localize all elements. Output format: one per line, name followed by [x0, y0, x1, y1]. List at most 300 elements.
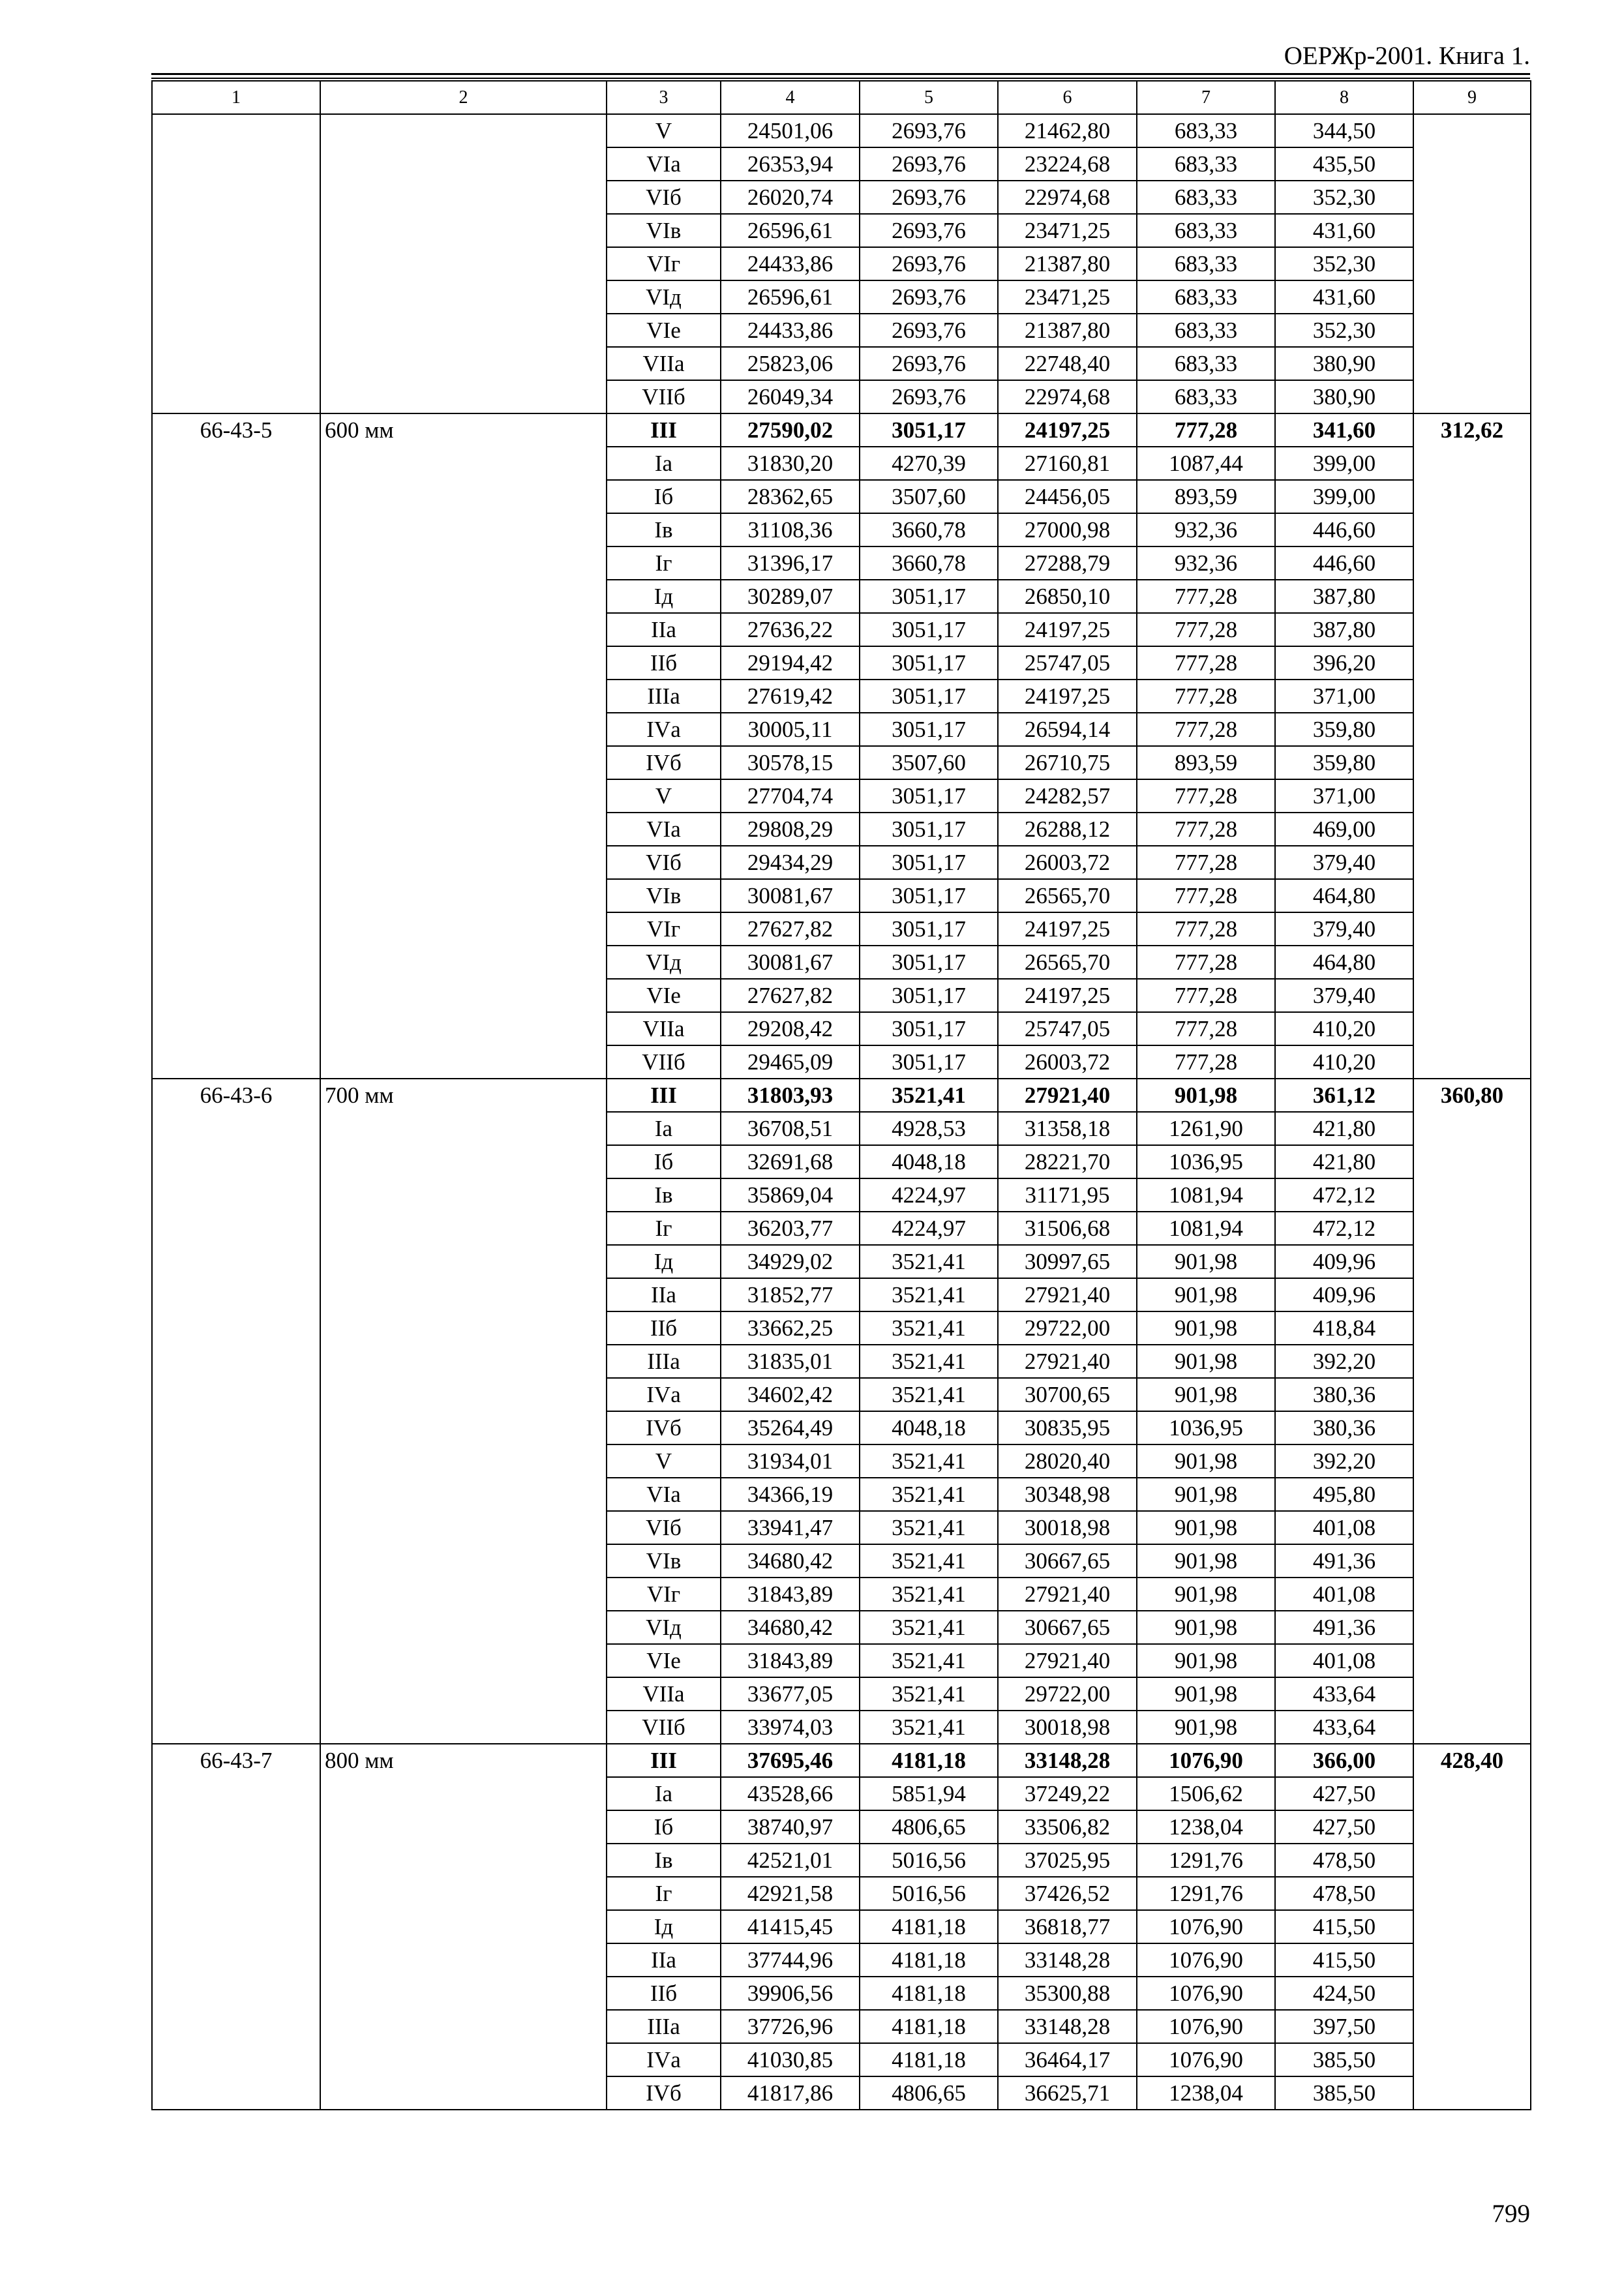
value-cell: 30348,98: [998, 1478, 1137, 1511]
value-cell: 30289,07: [721, 580, 860, 613]
value-cell: 3051,17: [860, 779, 998, 813]
value-cell: 42521,01: [721, 1844, 860, 1877]
zone-cell: III: [607, 1744, 721, 1777]
value-cell: 431,60: [1275, 280, 1413, 314]
value-cell: 901,98: [1137, 1544, 1275, 1578]
value-cell: 410,20: [1275, 1045, 1413, 1079]
value-cell: 5016,56: [860, 1844, 998, 1877]
value-cell: 1076,90: [1137, 1910, 1275, 1943]
value-cell: 3051,17: [860, 912, 998, 946]
value-cell: 33148,28: [998, 1943, 1137, 1977]
value-cell: 433,64: [1275, 1677, 1413, 1711]
value-cell: 1081,94: [1137, 1212, 1275, 1245]
value-cell: 27636,22: [721, 613, 860, 646]
value-cell: 35300,88: [998, 1977, 1137, 2010]
value-cell: 30005,11: [721, 713, 860, 746]
value-cell: 4181,18: [860, 2043, 998, 2076]
value-cell: 777,28: [1137, 680, 1275, 713]
value-cell: 401,08: [1275, 1644, 1413, 1677]
value-cell: 27921,40: [998, 1345, 1137, 1378]
table-row: [152, 413, 1531, 447]
value-cell: 396,20: [1275, 646, 1413, 680]
value-cell: 901,98: [1137, 1345, 1275, 1378]
value-cell: 3051,17: [860, 979, 998, 1012]
value-cell: 399,00: [1275, 480, 1413, 513]
value-cell: 25747,05: [998, 1012, 1137, 1045]
value-cell: 26565,70: [998, 946, 1137, 979]
value-cell: 1036,95: [1137, 1145, 1275, 1178]
value-cell: 26596,61: [721, 214, 860, 247]
value-cell: 25747,05: [998, 646, 1137, 680]
zone-cell: Iг: [607, 546, 721, 580]
zone-cell: Iб: [607, 1810, 721, 1844]
value-cell: 3521,41: [860, 1444, 998, 1478]
value-cell: 3521,41: [860, 1578, 998, 1611]
value-cell: 3521,41: [860, 1511, 998, 1544]
value-cell: 3521,41: [860, 1311, 998, 1345]
value-cell: 427,50: [1275, 1810, 1413, 1844]
value-cell: 2693,76: [860, 380, 998, 413]
value-cell: 3521,41: [860, 1711, 998, 1744]
value-cell: 29722,00: [998, 1311, 1137, 1345]
value-cell: 33662,25: [721, 1311, 860, 1345]
header-rule-top: [151, 73, 1530, 75]
value-cell: 25823,06: [721, 347, 860, 380]
value-cell: 27921,40: [998, 1578, 1137, 1611]
value-cell: 435,50: [1275, 147, 1413, 181]
value-cell: 359,80: [1275, 746, 1413, 779]
zone-cell: III: [607, 1079, 721, 1112]
size-cell: 800 мм: [320, 1744, 607, 2110]
value-cell: 344,50: [1275, 114, 1413, 147]
value-cell: 28221,70: [998, 1145, 1137, 1178]
zone-cell: Iд: [607, 580, 721, 613]
value-cell: 478,50: [1275, 1877, 1413, 1910]
column-number-cell: 1: [152, 81, 320, 114]
value-cell: 1506,62: [1137, 1777, 1275, 1810]
value-cell: 3521,41: [860, 1079, 998, 1112]
value-cell: 352,30: [1275, 181, 1413, 214]
value-cell: 26850,10: [998, 580, 1137, 613]
zone-cell: VIг: [607, 912, 721, 946]
value-cell: 26565,70: [998, 879, 1137, 912]
value-cell: 30578,15: [721, 746, 860, 779]
value-cell: 932,36: [1137, 546, 1275, 580]
zone-cell: Iд: [607, 1910, 721, 1943]
value-cell: 24197,25: [998, 979, 1137, 1012]
size-cell: 700 мм: [320, 1079, 607, 1744]
value-cell: 777,28: [1137, 779, 1275, 813]
value-cell: 409,96: [1275, 1278, 1413, 1311]
value-cell: 31852,77: [721, 1278, 860, 1311]
value-cell: 36818,77: [998, 1910, 1137, 1943]
value-cell: 385,50: [1275, 2043, 1413, 2076]
value-cell: 26353,94: [721, 147, 860, 181]
zone-cell: VIб: [607, 181, 721, 214]
value-cell: 3507,60: [860, 746, 998, 779]
value-cell: 23224,68: [998, 147, 1137, 181]
value-cell: 27921,40: [998, 1644, 1137, 1677]
value-cell: 4048,18: [860, 1411, 998, 1444]
value-cell: 31171,95: [998, 1178, 1137, 1212]
total-cell: 360,80: [1413, 1079, 1531, 1744]
value-cell: 495,80: [1275, 1478, 1413, 1511]
value-cell: 901,98: [1137, 1378, 1275, 1411]
zone-cell: VIг: [607, 1578, 721, 1611]
value-cell: 26020,74: [721, 181, 860, 214]
value-cell: 21387,80: [998, 247, 1137, 280]
value-cell: 777,28: [1137, 979, 1275, 1012]
zone-cell: Iа: [607, 1777, 721, 1810]
zone-cell: IIб: [607, 646, 721, 680]
value-cell: 35869,04: [721, 1178, 860, 1212]
value-cell: 1291,76: [1137, 1877, 1275, 1910]
value-cell: 5016,56: [860, 1877, 998, 1910]
value-cell: 41817,86: [721, 2076, 860, 2110]
value-cell: 3051,17: [860, 646, 998, 680]
value-cell: 901,98: [1137, 1711, 1275, 1744]
value-cell: 5851,94: [860, 1777, 998, 1810]
value-cell: 683,33: [1137, 247, 1275, 280]
value-cell: 35264,49: [721, 1411, 860, 1444]
value-cell: 3051,17: [860, 413, 998, 447]
value-cell: 27704,74: [721, 779, 860, 813]
zone-cell: Iа: [607, 1112, 721, 1145]
value-cell: 380,90: [1275, 380, 1413, 413]
zone-cell: VIе: [607, 1644, 721, 1677]
value-cell: 27590,02: [721, 413, 860, 447]
zone-cell: VIIа: [607, 1677, 721, 1711]
zone-cell: VIд: [607, 946, 721, 979]
value-cell: 30700,65: [998, 1378, 1137, 1411]
value-cell: 36708,51: [721, 1112, 860, 1145]
value-cell: 30081,67: [721, 879, 860, 912]
value-cell: 777,28: [1137, 1045, 1275, 1079]
value-cell: 26003,72: [998, 1045, 1137, 1079]
value-cell: 24197,25: [998, 680, 1137, 713]
zone-cell: VIIб: [607, 380, 721, 413]
zone-cell: VIIа: [607, 1012, 721, 1045]
value-cell: 28362,65: [721, 480, 860, 513]
table-row: [152, 1744, 1531, 1777]
value-cell: 683,33: [1137, 181, 1275, 214]
value-cell: 30018,98: [998, 1711, 1137, 1744]
zone-cell: IIа: [607, 1278, 721, 1311]
column-number-cell: 6: [998, 81, 1137, 114]
value-cell: 1291,76: [1137, 1844, 1275, 1877]
value-cell: 37025,95: [998, 1844, 1137, 1877]
value-cell: 901,98: [1137, 1644, 1275, 1677]
zone-cell: Iг: [607, 1877, 721, 1910]
value-cell: 683,33: [1137, 147, 1275, 181]
zone-cell: VIе: [607, 979, 721, 1012]
value-cell: 431,60: [1275, 214, 1413, 247]
value-cell: 901,98: [1137, 1478, 1275, 1511]
value-cell: 2693,76: [860, 214, 998, 247]
value-cell: 1261,90: [1137, 1112, 1275, 1145]
value-cell: 34366,19: [721, 1478, 860, 1511]
value-cell: 29194,42: [721, 646, 860, 680]
zone-cell: IIб: [607, 1977, 721, 2010]
column-number-cell: 3: [607, 81, 721, 114]
value-cell: 37744,96: [721, 1943, 860, 1977]
zone-cell: Iд: [607, 1245, 721, 1278]
value-cell: 359,80: [1275, 713, 1413, 746]
zone-cell: Iв: [607, 1844, 721, 1877]
zone-cell: IVа: [607, 2043, 721, 2076]
value-cell: 901,98: [1137, 1677, 1275, 1711]
column-number-row: [152, 81, 1531, 114]
value-cell: 683,33: [1137, 347, 1275, 380]
zone-cell: IIIа: [607, 680, 721, 713]
value-cell: 901,98: [1137, 1311, 1275, 1345]
value-cell: 392,20: [1275, 1444, 1413, 1478]
value-cell: 1238,04: [1137, 2076, 1275, 2110]
value-cell: 33148,28: [998, 1744, 1137, 1777]
value-cell: 41415,45: [721, 1910, 860, 1943]
value-cell: 401,08: [1275, 1511, 1413, 1544]
value-cell: 491,36: [1275, 1544, 1413, 1578]
value-cell: 24433,86: [721, 247, 860, 280]
value-cell: 472,12: [1275, 1212, 1413, 1245]
value-cell: 3521,41: [860, 1677, 998, 1711]
zone-cell: IVб: [607, 1411, 721, 1444]
value-cell: 29722,00: [998, 1677, 1137, 1711]
value-cell: 37249,22: [998, 1777, 1137, 1810]
value-cell: 41030,85: [721, 2043, 860, 2076]
value-cell: 683,33: [1137, 280, 1275, 314]
value-cell: 3660,78: [860, 513, 998, 546]
value-cell: 26003,72: [998, 846, 1137, 879]
value-cell: 37426,52: [998, 1877, 1137, 1910]
size-cell: 600 мм: [320, 413, 607, 1079]
value-cell: 777,28: [1137, 912, 1275, 946]
value-cell: 3521,41: [860, 1644, 998, 1677]
value-cell: 38740,97: [721, 1810, 860, 1844]
column-number-cell: 8: [1275, 81, 1413, 114]
value-cell: 893,59: [1137, 746, 1275, 779]
value-cell: 3521,41: [860, 1345, 998, 1378]
value-cell: 1076,90: [1137, 1744, 1275, 1777]
value-cell: 352,30: [1275, 314, 1413, 347]
value-cell: 31843,89: [721, 1644, 860, 1677]
value-cell: 777,28: [1137, 646, 1275, 680]
value-cell: 36625,71: [998, 2076, 1137, 2110]
value-cell: 22974,68: [998, 181, 1137, 214]
page-number: 799: [1492, 2200, 1530, 2228]
value-cell: 34680,42: [721, 1544, 860, 1578]
value-cell: 3521,41: [860, 1378, 998, 1411]
value-cell: 2693,76: [860, 347, 998, 380]
value-cell: 24197,25: [998, 613, 1137, 646]
value-cell: 27627,82: [721, 979, 860, 1012]
value-cell: 4224,97: [860, 1212, 998, 1245]
zone-cell: IVа: [607, 1378, 721, 1411]
zone-cell: VIв: [607, 879, 721, 912]
value-cell: 36203,77: [721, 1212, 860, 1245]
value-cell: 24197,25: [998, 413, 1137, 447]
zone-cell: VIа: [607, 813, 721, 846]
value-cell: 421,80: [1275, 1112, 1413, 1145]
value-cell: 24197,25: [998, 912, 1137, 946]
zone-cell: IIIа: [607, 2010, 721, 2043]
value-cell: 901,98: [1137, 1444, 1275, 1478]
value-cell: 3051,17: [860, 846, 998, 879]
zone-cell: Iг: [607, 1212, 721, 1245]
value-cell: 31830,20: [721, 447, 860, 480]
value-cell: 31108,36: [721, 513, 860, 546]
value-cell: 21462,80: [998, 114, 1137, 147]
value-cell: 24501,06: [721, 114, 860, 147]
value-cell: 4224,97: [860, 1178, 998, 1212]
value-cell: 777,28: [1137, 946, 1275, 979]
total-cell: 428,40: [1413, 1744, 1531, 2110]
value-cell: 30018,98: [998, 1511, 1137, 1544]
value-cell: 26710,75: [998, 746, 1137, 779]
value-cell: 3051,17: [860, 946, 998, 979]
value-cell: 4181,18: [860, 2010, 998, 2043]
column-number-cell: 5: [860, 81, 998, 114]
value-cell: 446,60: [1275, 513, 1413, 546]
value-cell: 4270,39: [860, 447, 998, 480]
column-number-cell: 7: [1137, 81, 1275, 114]
value-cell: 3051,17: [860, 813, 998, 846]
value-cell: 32691,68: [721, 1145, 860, 1178]
value-cell: 472,12: [1275, 1178, 1413, 1212]
value-cell: 2693,76: [860, 114, 998, 147]
value-cell: 379,40: [1275, 912, 1413, 946]
column-number-cell: 2: [320, 81, 607, 114]
value-cell: 34680,42: [721, 1611, 860, 1644]
value-cell: 433,64: [1275, 1711, 1413, 1744]
value-cell: 446,60: [1275, 546, 1413, 580]
value-cell: 3051,17: [860, 713, 998, 746]
value-cell: 3051,17: [860, 580, 998, 613]
value-cell: 901,98: [1137, 1578, 1275, 1611]
value-cell: 4181,18: [860, 1943, 998, 1977]
column-number-cell: 4: [721, 81, 860, 114]
value-cell: 410,20: [1275, 1012, 1413, 1045]
value-cell: 31358,18: [998, 1112, 1137, 1145]
value-cell: 4181,18: [860, 1977, 998, 2010]
zone-cell: Iв: [607, 1178, 721, 1212]
value-cell: 30667,65: [998, 1611, 1137, 1644]
value-cell: 33941,47: [721, 1511, 860, 1544]
value-cell: 683,33: [1137, 214, 1275, 247]
value-cell: 3521,41: [860, 1611, 998, 1644]
value-cell: 31803,93: [721, 1079, 860, 1112]
value-cell: 491,36: [1275, 1611, 1413, 1644]
code-cell: 66-43-5: [152, 413, 320, 1079]
zone-cell: IIIа: [607, 1345, 721, 1378]
value-cell: 371,00: [1275, 779, 1413, 813]
value-cell: 28020,40: [998, 1444, 1137, 1478]
value-cell: 2693,76: [860, 314, 998, 347]
value-cell: 3051,17: [860, 879, 998, 912]
value-cell: 683,33: [1137, 114, 1275, 147]
zone-cell: VIг: [607, 247, 721, 280]
table-row: [152, 1079, 1531, 1112]
value-cell: 24456,05: [998, 480, 1137, 513]
value-cell: 29434,29: [721, 846, 860, 879]
zone-cell: III: [607, 413, 721, 447]
value-cell: 379,40: [1275, 846, 1413, 879]
value-cell: 2693,76: [860, 181, 998, 214]
value-cell: 23471,25: [998, 280, 1137, 314]
value-cell: 4181,18: [860, 1744, 998, 1777]
zone-cell: IIа: [607, 1943, 721, 1977]
value-cell: 26594,14: [998, 713, 1137, 746]
value-cell: 30081,67: [721, 946, 860, 979]
value-cell: 2693,76: [860, 280, 998, 314]
value-cell: 777,28: [1137, 713, 1275, 746]
value-cell: 1076,90: [1137, 1977, 1275, 2010]
value-cell: 1036,95: [1137, 1411, 1275, 1444]
value-cell: 387,80: [1275, 613, 1413, 646]
page-header-title: ОЕРЖр-2001. Книга 1.: [1284, 42, 1530, 70]
header-rule-bottom: [151, 78, 1530, 79]
value-cell: 26288,12: [998, 813, 1137, 846]
value-cell: 397,50: [1275, 2010, 1413, 2043]
value-cell: 424,50: [1275, 1977, 1413, 2010]
value-cell: 1081,94: [1137, 1178, 1275, 1212]
zone-cell: IVа: [607, 713, 721, 746]
value-cell: 27000,98: [998, 513, 1137, 546]
zone-cell: Iа: [607, 447, 721, 480]
value-cell: 380,90: [1275, 347, 1413, 380]
zone-cell: Iб: [607, 1145, 721, 1178]
value-cell: 24282,57: [998, 779, 1137, 813]
value-cell: 901,98: [1137, 1079, 1275, 1112]
value-cell: 33974,03: [721, 1711, 860, 1744]
value-cell: 3051,17: [860, 680, 998, 713]
value-cell: 371,00: [1275, 680, 1413, 713]
zone-cell: VIд: [607, 1611, 721, 1644]
zone-cell: IIб: [607, 1311, 721, 1345]
zone-cell: VIд: [607, 280, 721, 314]
zone-cell: V: [607, 779, 721, 813]
zone-cell: V: [607, 1444, 721, 1478]
value-cell: 341,60: [1275, 413, 1413, 447]
value-cell: 893,59: [1137, 480, 1275, 513]
value-cell: 1076,90: [1137, 1943, 1275, 1977]
value-cell: 30997,65: [998, 1245, 1137, 1278]
value-cell: 26596,61: [721, 280, 860, 314]
value-cell: 34602,42: [721, 1378, 860, 1411]
value-cell: 3507,60: [860, 480, 998, 513]
value-cell: 380,36: [1275, 1411, 1413, 1444]
value-cell: 22748,40: [998, 347, 1137, 380]
value-cell: 3051,17: [860, 613, 998, 646]
zone-cell: VIв: [607, 214, 721, 247]
value-cell: 2693,76: [860, 247, 998, 280]
value-cell: 3660,78: [860, 546, 998, 580]
column-number-cell: 9: [1413, 81, 1531, 114]
code-cell: 66-43-7: [152, 1744, 320, 2110]
value-cell: 1087,44: [1137, 447, 1275, 480]
value-cell: 777,28: [1137, 813, 1275, 846]
value-cell: 777,28: [1137, 613, 1275, 646]
value-cell: 901,98: [1137, 1245, 1275, 1278]
value-cell: 464,80: [1275, 946, 1413, 979]
value-cell: 901,98: [1137, 1511, 1275, 1544]
value-cell: 30667,65: [998, 1544, 1137, 1578]
value-cell: 1238,04: [1137, 1810, 1275, 1844]
value-cell: 2693,76: [860, 147, 998, 181]
value-cell: 27627,82: [721, 912, 860, 946]
zone-cell: VIа: [607, 1478, 721, 1511]
value-cell: 4928,53: [860, 1112, 998, 1145]
